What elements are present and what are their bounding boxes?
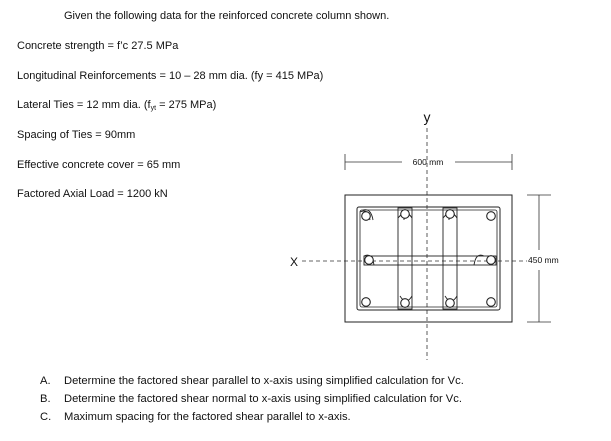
rebar-top-4: [487, 212, 496, 221]
rebar-top-1: [362, 212, 371, 221]
x-axis-label: X: [290, 255, 299, 269]
tie-spacing-text: Spacing of Ties = 90mm: [17, 129, 136, 141]
height-dimension: [527, 195, 559, 322]
question-c-letter: C.: [40, 411, 52, 423]
lateral-ties-subscript: yt: [150, 105, 157, 112]
y-axis-label: y: [423, 109, 431, 125]
question-a: [40, 372, 464, 390]
rebar-bottom-1: [362, 298, 371, 307]
concrete-cover-text: Effective concrete cover = 65 mm: [17, 159, 181, 171]
question-c: [40, 408, 464, 426]
inner-tie-right: [443, 208, 457, 309]
question-b-letter: B.: [40, 393, 51, 405]
rebar-bottom-4: [487, 298, 496, 307]
question-c-text: Maximum spacing for the factored shear parallel to x-axis.: [64, 411, 351, 423]
question-b-text: Determine the factored shear normal to x-axis using simplified calculation for Vc.: [64, 393, 462, 405]
question-a-text: Determine the factored shear parallel to x-axis using simplified calculation for Vc.: [64, 375, 464, 387]
question-b: [40, 390, 464, 408]
lateral-ties-suffix: = 275 MPa): [156, 99, 217, 111]
hook-cross-tie-right: [474, 255, 484, 265]
axial-load-text: Factored Axial Load = 1200 kN: [17, 188, 168, 200]
rebar-top-3: [446, 210, 455, 219]
intro-text: Given the following data for the reinforced concrete column shown.: [64, 10, 390, 22]
rebar-bottom-3: [446, 299, 455, 308]
width-dimension: [345, 154, 512, 170]
width-dimension-label: 600 mm: [412, 157, 444, 167]
concrete-strength-text: Concrete strength = f’c 27.5 MPa: [17, 40, 179, 52]
outer-tie-inner: [360, 210, 497, 307]
rebar-mid-right: [487, 256, 496, 265]
rebar-top-2: [401, 210, 410, 219]
question-list: [40, 372, 464, 426]
height-dimension-label: 450 mm: [528, 255, 559, 265]
lateral-ties-prefix: Lateral Ties = 12 mm dia. (f: [17, 99, 151, 111]
outer-tie: [357, 207, 500, 310]
inner-tie-left: [398, 208, 412, 309]
rebar-bottom-2: [401, 299, 410, 308]
question-a-letter: A.: [40, 375, 51, 387]
rebar-mid-left: [365, 256, 374, 265]
longitudinal-reinforcement-text: Longitudinal Reinforcements = 10 – 28 mm dia. (fy = 415 MPa): [17, 70, 324, 82]
